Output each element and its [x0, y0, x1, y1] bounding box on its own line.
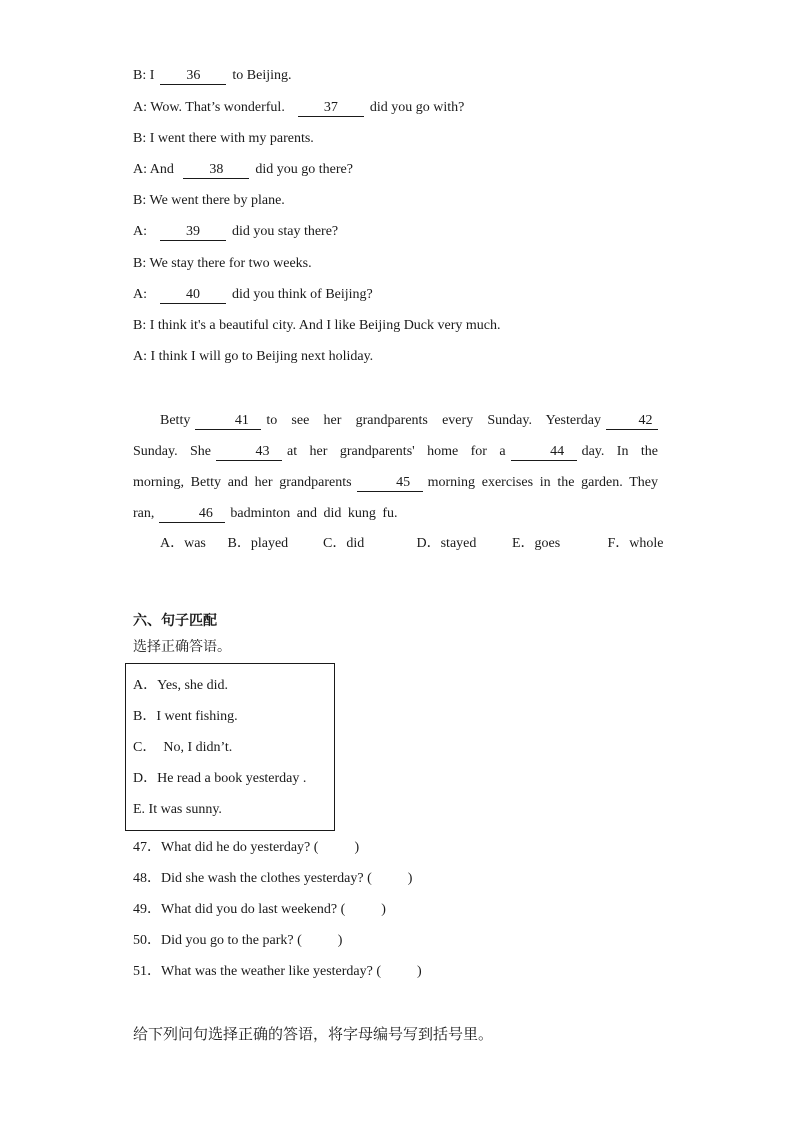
question-47 — [133, 838, 359, 858]
section-heading: 六、句子匹配 — [133, 613, 217, 629]
answer-options-box — [125, 663, 335, 831]
dialogue-line-1 — [133, 66, 292, 86]
answer-blank-38[interactable]: 38 — [183, 161, 249, 179]
dialogue-text: A: Wow. That’s wonderful. — [133, 100, 285, 115]
dialogue-text: did you think of Beijing? — [232, 287, 373, 302]
word-option-a: A．was — [160, 536, 206, 551]
passage-text: Sunday. She — [133, 444, 212, 459]
answer-blank-46[interactable]: 46 — [159, 505, 225, 523]
passage-text: badminton and did kung fu. — [230, 506, 398, 521]
passage-text: Betty — [160, 413, 191, 428]
dialogue-line-3 — [133, 129, 314, 149]
answer-blank-39[interactable]: 39 — [160, 223, 226, 241]
dialogue-line-7 — [133, 254, 312, 274]
answer-option-e: E. It was sunny. — [133, 802, 222, 817]
answer-blank-45[interactable]: 45 — [357, 474, 423, 492]
dialogue-text: B: We went there by plane. — [133, 193, 285, 208]
answer-option-b: B．I went fishing. — [133, 709, 238, 724]
dialogue-line-10 — [133, 347, 373, 367]
answer-blank-37[interactable]: 37 — [298, 99, 364, 117]
footer-instruction: 给下列问句选择正确的答语，将字母编号写到括号里。 — [133, 1025, 494, 1043]
question-text: 51．What was the weather like yesterday? — [133, 964, 373, 979]
question-50 — [133, 931, 342, 951]
answer-blank-41[interactable]: 41 — [195, 412, 261, 430]
question-51 — [133, 962, 422, 982]
word-options — [160, 534, 664, 554]
question-text: 50．Did you go to the park? — [133, 933, 294, 948]
answer-blank-36[interactable]: 36 — [160, 67, 226, 85]
dialogue-text: did you stay there? — [232, 224, 339, 239]
answer-option-c: C． No, I didn’t. — [133, 740, 233, 755]
passage-text: day. In the morning, Betty and her grandparents — [133, 444, 658, 490]
answer-paren[interactable]: ( ) — [376, 964, 422, 979]
answer-option-a: A．Yes, she did. — [133, 678, 229, 693]
word-option-d: D．stayed — [416, 536, 477, 551]
dialogue-text: B: I went there with my parents. — [133, 131, 314, 146]
dialogue-text: B: I think it's a beautiful city. And I like Beijing Duck very much. — [133, 318, 501, 333]
dialogue-line-9 — [133, 316, 501, 336]
dialogue-text: A: — [133, 287, 147, 302]
dialogue-text: did you go with? — [369, 100, 465, 115]
question-text: 47．What did he do yesterday? — [133, 840, 311, 855]
answer-paren[interactable]: ( ) — [297, 933, 343, 948]
dialogue-text: B: I — [133, 68, 155, 83]
question-48 — [133, 869, 412, 889]
dialogue-line-8 — [133, 285, 373, 305]
passage-text: to see her grandparents every Sunday. Yesterday — [266, 413, 601, 428]
question-text: 48．Did she wash the clothes yesterday? — [133, 871, 364, 886]
word-option-c: C．did — [323, 536, 365, 551]
answer-blank-40[interactable]: 40 — [160, 286, 226, 304]
dialogue-line-4 — [133, 160, 353, 180]
answer-paren[interactable]: ( ) — [340, 902, 386, 917]
answer-blank-43[interactable]: 43 — [216, 443, 282, 461]
question-text: 49．What did you do last weekend? — [133, 902, 338, 917]
dialogue-line-2 — [133, 98, 464, 118]
dialogue-text: did you go there? — [255, 162, 353, 177]
dialogue-text: A: — [133, 224, 147, 239]
answer-blank-42[interactable]: 42 — [606, 412, 658, 430]
dialogue-text: B: We stay there for two weeks. — [133, 256, 312, 271]
word-option-b: B．played — [227, 536, 289, 551]
passage-text: at her grandparents' home for a — [287, 444, 506, 459]
dialogue-text: A: I think I will go to Beijing next holiday. — [133, 349, 374, 364]
word-option-e: E．goes — [512, 536, 561, 551]
answer-paren[interactable]: ( ) — [313, 840, 360, 855]
answer-blank-44[interactable]: 44 — [511, 443, 577, 461]
cloze-passage — [133, 405, 658, 529]
dialogue-line-6 — [133, 222, 338, 242]
dialogue-text: to Beijing. — [232, 68, 292, 83]
dialogue-text: A: And — [133, 162, 174, 177]
question-49 — [133, 900, 386, 920]
section-instruction: 选择正确答语。 — [133, 639, 231, 655]
answer-option-d: D．He read a book yesterday . — [133, 771, 307, 786]
answer-paren[interactable]: ( ) — [367, 871, 413, 886]
word-option-f: F．whole — [607, 536, 664, 551]
dialogue-line-5 — [133, 191, 285, 211]
passage-text: morning exercises in the garden. They ran, — [133, 475, 659, 521]
